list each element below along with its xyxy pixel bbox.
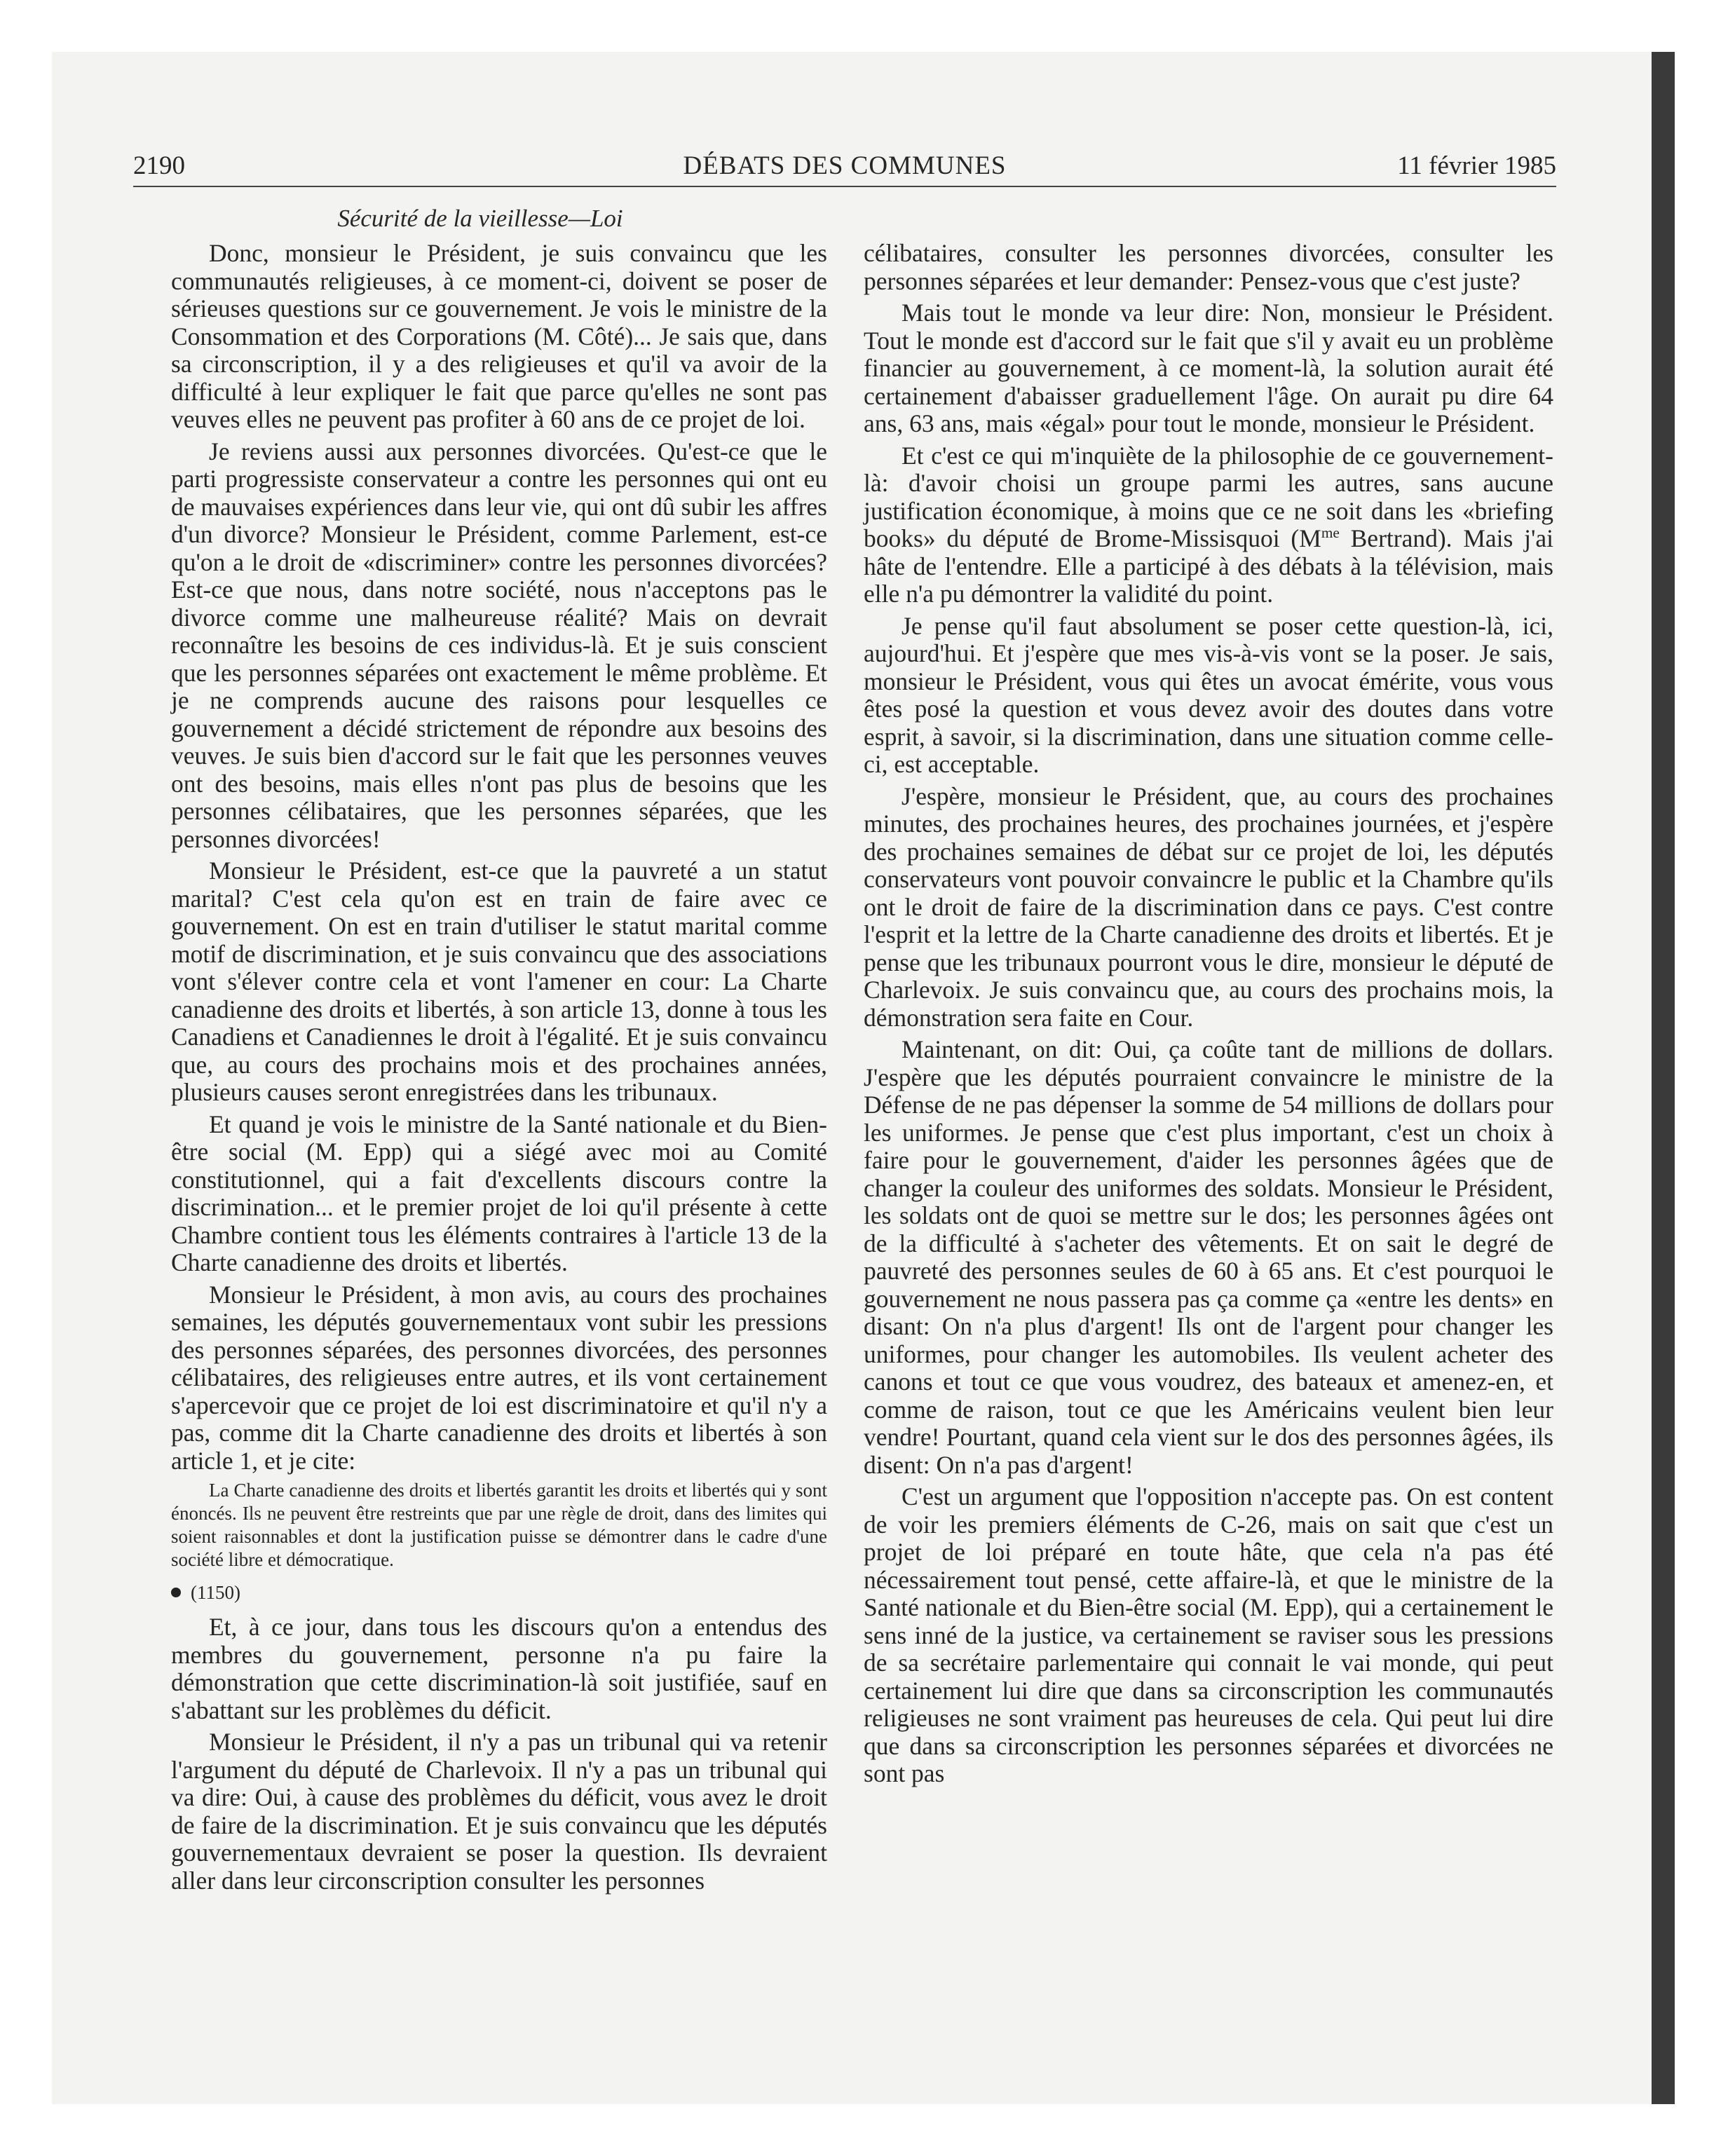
paragraph: Donc, monsieur le Président, je suis convaincu que les communautés religieuses, à ce moment-ci, doivent se poser de sérieuses questions sur ce gouvernement. Je vois le ministre de la Consommation et des Corporations (M. Côté)... Je sais que, dans sa circonscription, il y a des religieuses et qu'il va avoir de la difficulté à leur expliquer le fait que parce qu'elles ne sont pas veuves elles ne peuvent pas profiter à 60 ans de ce projet de loi. [171,239,827,433]
page-header [133,149,1556,184]
paragraph: Et, à ce jour, dans tous les discours qu'on a entendus des membres du gouvernement, personne n'a pu faire la démonstration que cette discrimination-là soit justifiée, sauf en s'abattant sur les problèmes du déficit. [171,1613,827,1724]
paragraph: célibataires, consulter les personnes divorcées, consulter les personnes séparées et leur demander: Pensez-vous que c'est juste? [864,239,1553,295]
superscript: me [1321,524,1340,542]
scan-edge-shadow [1652,52,1675,2104]
right-column [864,240,1553,1792]
bullet-icon [171,1588,181,1597]
publication-date: 11 février 1985 [1397,151,1556,180]
header-rule [133,186,1556,187]
paragraph-part: Bertrand). Mais j'ai hâte de l'entendre. Elle a participé à des débats à la télévision, mais elle n'a pu démontrer la validité du point. [864,524,1553,608]
paragraph: Et quand je vois le ministre de la Santé nationale et du Bien-être social (M. Epp) qui a siégé avec moi au Comité constitutionnel, qui a fait d'excellents discours contre la discrimination... et le premier projet de loi qu'il présente à cette Chambre contient tous les éléments contraires à l'article 13 de la Charte canadienne des droits et libertés. [171,1110,827,1276]
paragraph: Monsieur le Président, est-ce que la pauvreté a un statut marital? C'est cela qu'on est en train de faire avec ce gouvernement. On est en train d'utiliser le statut marital comme motif de discrimination, et je suis convaincu que des associations vont s'élever contre cela et vont l'amener en cour: La Charte canadienne des droits et libertés, à son article 13, donne à tous les Canadiens et Canadiennes le droit à l'égalité. Et je suis convaincu que, au cours des prochains mois et des prochaines années, plusieurs causes seront enregistrées dans les tribunaux. [171,857,827,1106]
time-marker-text: (1150) [191,1582,240,1603]
paragraph: Je pense qu'il faut absolument se poser cette question-là, ici, aujourd'hui. Et j'espère que mes vis-à-vis vont se la poser. Je sais, monsieur le Président, vous qui êtes un avocat émérite, vous vous êtes posé la question et vous devez avoir des doutes dans votre esprit, à savoir, si la discrimination, dans une situation comme celle-ci, est acceptable. [864,611,1553,778]
left-column [171,240,827,1899]
paragraph: J'espère, monsieur le Président, que, au cours des prochaines minutes, des prochaines heures, des prochaines journées, et j'espère des prochaines semaines de débat sur ce projet de loi, les députés conservateurs vont pouvoir convaincre le public et la Chambre qu'ils ont le droit de faire de la discrimination dans ce pays. C'est contre l'esprit et la lettre de la Charte canadienne des droits et libertés. Et je pense que les tribunaux pourront vous le dire, monsieur le député de Charlevoix. Je suis convaincu que, au cours des prochains mois, la démonstration sera faite en Cour. [864,782,1553,1032]
paragraph-part: Et c'est ce qui m'inquiète de la philosophie de ce gouvernement-là: d'avoir choisi un groupe parmi les autres, sans aucune justification économique, à moins que ce ne soit dans les «briefing books» du député de Brome-Missisquoi (M [864,441,1553,552]
paragraph: Monsieur le Président, à mon avis, au cours des prochaines semaines, les députés gouvernementaux vont subir les pressions des personnes séparées, des personnes divorcées, des personnes célibataires, des religieuses entre autres, et ils vont certainement s'apercevoir que ce projet de loi est discriminatoire et qu'il n'y a pas, comme dit la Charte canadienne des droits et libertés à son article 1, et je cite: [171,1280,827,1475]
paragraph: Maintenant, on dit: Oui, ça coûte tant de millions de dollars. J'espère que les députés pourraient convaincre le ministre de la Défense de ne pas dépenser la somme de 54 millions de dollars pour les uniformes. Je pense que c'est plus important, c'est un choix à faire pour le gouvernement, d'aider les personnes âgées que de changer la couleur des uniformes des soldats. Monsieur le Président, les soldats ont de quoi se mettre sur le dos; les personnes âgées ont de la difficulté à s'acheter des vêtements. Et on sait le degré de pauvreté des personnes seules de 60 à 65 ans. Et c'est pourquoi le gouvernement ne nous passera pas ça comme ça «entre les dents» en disant: On n'a plus d'argent! Ils ont de l'argent pour changer les uniformes, pour changer les automobiles. Ils veulent acheter des canons et tout ce que vous voudrez, des bateaux et amenez-en, et comme de raison, tout ce que les Américains veulent bien leur vendre! Pourtant, quand cela vient sur le dos des personnes âgées, ils disent: On n'a pas d'argent! [864,1035,1553,1479]
time-marker [171,1578,827,1606]
charter-quote: La Charte canadienne des droits et libertés garantit les droits et libertés qui y sont énoncés. Ils ne peuvent être restreints que par une règle de droit, dans des limites qui soient raisonnables et dont la justification puisse se démontrer dans le cadre d'une société libre et démocratique. [171,1480,827,1570]
paragraph: Je reviens aussi aux personnes divorcées. Qu'est-ce que le parti progressiste conservateur a contre les personnes qui ont eu de mauvaises expériences dans leur vie, qui ont dû subir les affres d'un divorce? Monsieur le Président, comme Parlement, est-ce qu'on a le droit de «discriminer» contre les personnes divorcées? Est-ce que nous, dans notre société, nous n'acceptons pas le divorce comme une malheureuse réalité? Mais on devrait reconnaître les besoins de ces individus-là. Et je suis conscient que les personnes séparées ont exactement le même problème. Et je ne comprends aucune des raisons pour lesquelles ce gouvernement a décidé strictement de répondre aux besoins des veuves. Je suis bien d'accord sur le fait que les personnes veuves ont des besoins, mais elles n'ont pas plus de besoins que les personnes célibataires, que les personnes séparées, que les personnes divorcées! [171,437,827,853]
page-number: 2190 [133,151,185,180]
section-title: Sécurité de la vieillesse—Loi [337,205,623,232]
paragraph [864,442,1553,608]
paragraph: Monsieur le Président, il n'y a pas un tribunal qui va retenir l'argument du député de Charlevoix. Il n'y a pas un tribunal qui va dire: Oui, à cause des problèmes du déficit, vous avez le droit de faire de la discrimination. Et je suis convaincu que les députés gouvernementaux devraient se poser la question. Ils devraient aller dans leur circonscription consulter les personnes [171,1728,827,1895]
publication-title: DÉBATS DES COMMUNES [683,151,1007,180]
paragraph: C'est un argument que l'opposition n'accepte pas. On est content de voir les premiers éléments de C-26, mais on sait que c'est un projet de loi préparé en toute hâte, que cela n'a pas été nécessairement tout pensé, cette affaire-là, et que le ministre de la Santé nationale et du Bien-être social (M. Epp), qui a certainement le sens inné de la justice, va certainement se raviser sous les pressions de sa secrétaire parlementaire qui connait le vai monde, qui peut certainement lui dire que dans sa circonscription les communautés religieuses ne sont vraiment pas heureuses de cela. Qui peut lui dire que dans sa circonscription les personnes séparées et divorcées ne sont pas [864,1482,1553,1787]
paragraph: Mais tout le monde va leur dire: Non, monsieur le Président. Tout le monde est d'accord sur le fait que s'il y avait eu un problème financier au gouvernement, à ce moment-là, la solution aurait été certainement d'abaisser graduellement l'âge. On aurait pu dire 64 ans, 63 ans, mais «égal» pour tout le monde, monsieur le Président. [864,299,1553,437]
